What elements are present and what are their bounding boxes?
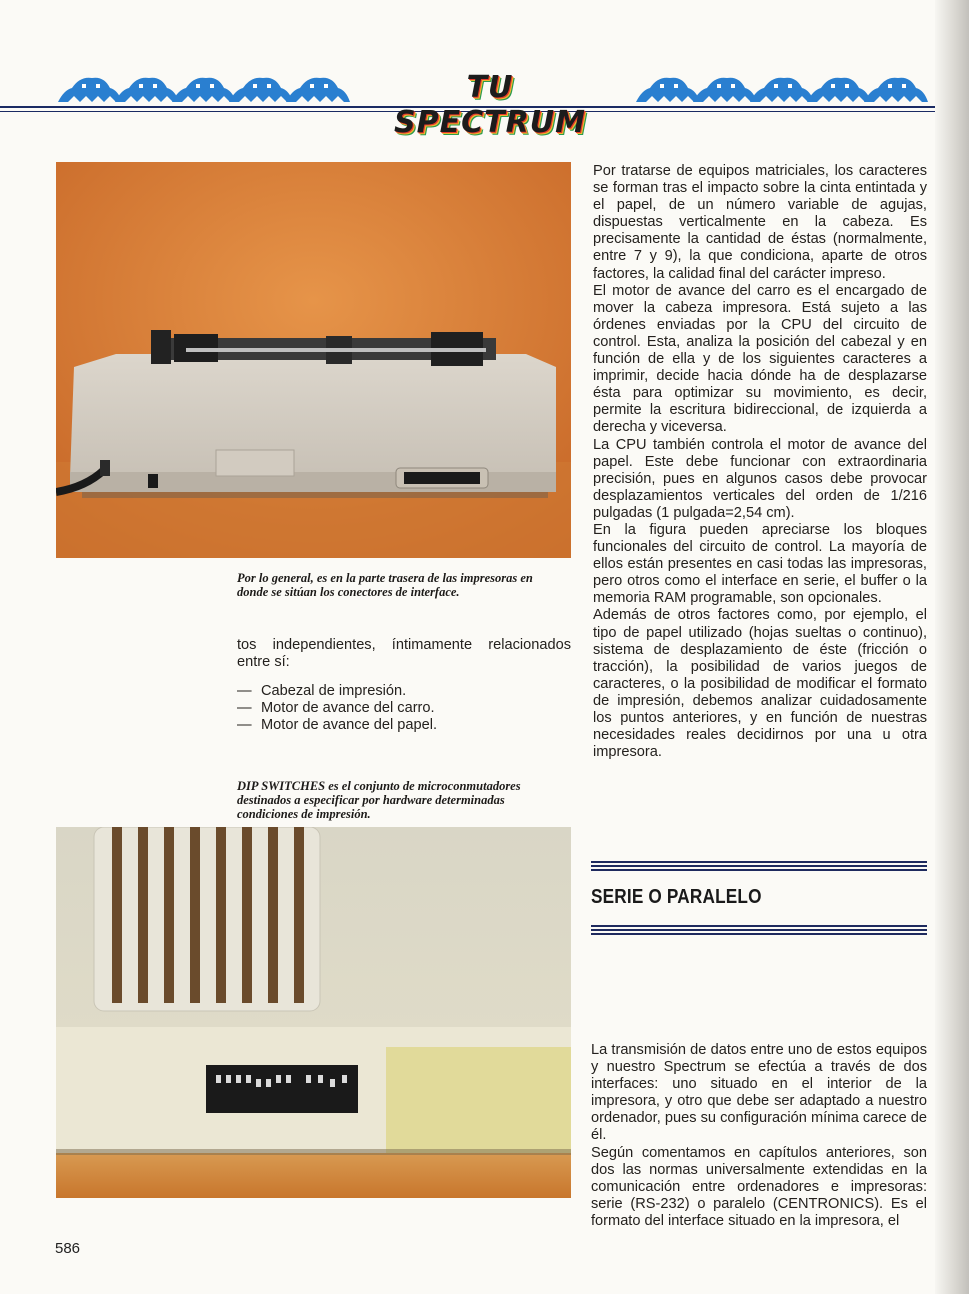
paragraph: El motor de avance del carro es el encargado de mover la cabeza impresora. Está sujeto a las órdenes enviadas por la CPU del circuito de control. Esta, analiza la posición del cabezal y en función de ella y de los siguientes caracteres a imprimir, decide hacia dónde ha de desplazarse ésta para optimizar su movimiento, es decir, permite la escritura bidireccional, de izquierda a derecha y viceversa. xyxy=(593,282,927,436)
paragraph: La CPU también controla el motor de avance del papel. Este debe funcionar con extraordinaria precisión, pues en algunos casos debe provocar desplazamientos verticales del orden de 1/216 pulgadas (1 pulgada=2,54 cm). xyxy=(593,436,927,521)
section-rule-top xyxy=(591,861,927,873)
list-item: — Motor de avance del papel. xyxy=(237,717,438,734)
paragraph: En la figura pueden apreciarse los bloques funcionales del circuito de control. La mayoría de ellos están presentes en casi todas las impresoras, pero otros como el interface en serie, el buffer o la memoria RAM programable, son opcionales. xyxy=(593,521,927,607)
right-column-text xyxy=(593,163,927,761)
section-title: SERIE O PARALELO xyxy=(591,886,762,908)
page-header-title: TU SPECTRUM xyxy=(394,70,586,140)
dip-switches-caption: DIP SWITCHES es el conjunto de microconmutadores destinados a especificar por hardware determinadas condiciones de impresión. xyxy=(237,779,521,821)
left-column-text xyxy=(237,637,571,734)
paragraph: Según comentamos en capítulos anteriores, son dos las normas universalmente extendidas en la comunicación entre ordenadores e impresoras: serie (RS-232) o paralelo (CENTRONICS). Es el formato del interface situado en la impresora, el xyxy=(591,1144,927,1229)
paragraph: Por tratarse de equipos matriciales, los caracteres se forman tras el impacto sobre la cinta entintada y el papel, de un número variable de agujas, dispuestas verticalmente en la cabeza. Es precisamente la cantidad de éstas (normalmente, entre 7 y 9), la que condiciona, aparte de otros factores, la calidad final del carácter impreso. xyxy=(593,163,927,282)
list-item: — Cabezal de impresión. xyxy=(237,683,407,700)
section-text xyxy=(591,1042,927,1230)
paragraph: La transmisión de datos entre uno de estos equipos y nuestro Spectrum se efectúa a través de dos interfaces: uno situado en el interior de la impresora, y otro que debe ser adaptado a nuestro ordenador, pues su configuración mínima carece de él. xyxy=(591,1042,927,1144)
dip-switches-photo xyxy=(56,827,571,1198)
list-item: — Motor de avance del carro. xyxy=(237,700,435,717)
page-fold-shadow xyxy=(935,0,969,1294)
printer-back-photo xyxy=(56,162,571,558)
paragraph: Además de otros factores como, por ejemplo, el tipo de papel utilizado (hojas sueltas o continuo), sistema de desplazamiento de éste (fricción o tracción), la posibilidad de varios juegos de caracteres, o la posibilidad de modificar el formato de impresión, debemos analizar cuidadosamente los puntos anteriores, y en función de nuestras necesidades reales decidirnos por una u otra impresora. xyxy=(593,607,927,761)
space-invader-border-icon xyxy=(58,72,350,106)
page-number: 586 xyxy=(55,1240,81,1257)
section-rule-bottom xyxy=(591,925,927,937)
printer-back-caption: Por lo general, es en la parte trasera de las impresoras en donde se sitúan los conectores de interface. xyxy=(237,571,533,599)
space-invader-border-icon xyxy=(636,72,930,106)
component-list xyxy=(237,683,571,734)
left-intro-paragraph: tos independientes, íntimamente relacionados entre sí: xyxy=(237,637,571,671)
